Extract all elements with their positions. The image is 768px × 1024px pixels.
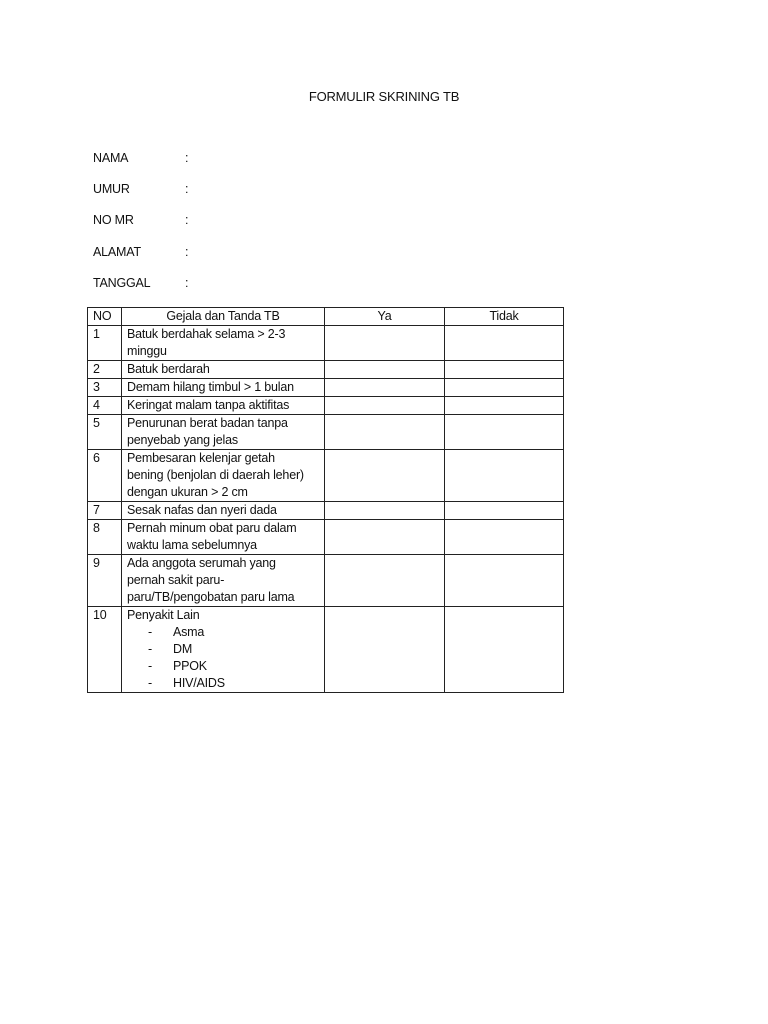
field-colon: : (185, 245, 189, 259)
field-label: ALAMAT (93, 245, 141, 259)
dash-bullet: - (148, 659, 152, 673)
answer-yes-cell[interactable] (325, 379, 445, 397)
field-umur (93, 182, 393, 198)
table-row (88, 502, 564, 520)
symptom-text-line: waktu lama sebelumnya (127, 538, 257, 552)
symptom-text-line: Penyakit Lain (127, 608, 200, 622)
field-label: UMUR (93, 182, 130, 196)
row-number: 3 (88, 379, 122, 397)
sub-item-label: DM (173, 642, 193, 656)
row-number: 7 (88, 502, 122, 520)
symptom-cell (122, 555, 325, 607)
sub-item-label: PPOK (173, 659, 207, 673)
document-title: FORMULIR SKRINING TB (308, 89, 460, 104)
table-row (88, 379, 564, 397)
answer-yes-cell[interactable] (325, 397, 445, 415)
row-number: 8 (88, 520, 122, 555)
symptom-cell (122, 520, 325, 555)
symptom-text-line: Keringat malam tanpa aktifitas (127, 398, 290, 412)
answer-yes-cell[interactable] (325, 555, 445, 607)
sub-item (127, 624, 319, 641)
header-yes: Ya (325, 308, 445, 326)
table-row (88, 607, 564, 693)
symptom-cell (122, 450, 325, 502)
header-no-answer: Tidak (445, 308, 564, 326)
header-no: NO (88, 308, 122, 326)
table-row (88, 555, 564, 607)
answer-no-cell[interactable] (445, 415, 564, 450)
dash-bullet: - (148, 676, 152, 690)
symptom-text-line: Batuk berdarah (127, 362, 210, 376)
row-number: 6 (88, 450, 122, 502)
symptom-cell (122, 415, 325, 450)
symptom-text-line: penyebab yang jelas (127, 433, 238, 447)
row-number: 1 (88, 326, 122, 361)
answer-no-cell[interactable] (445, 450, 564, 502)
symptom-text-line: paru/TB/pengobatan paru lama (127, 590, 295, 604)
row-number: 5 (88, 415, 122, 450)
field-colon: : (185, 213, 189, 227)
field-label: NAMA (93, 151, 129, 165)
symptom-text-line: dengan ukuran > 2 cm (127, 485, 248, 499)
answer-no-cell[interactable] (445, 520, 564, 555)
answer-yes-cell[interactable] (325, 415, 445, 450)
sub-item-list (127, 624, 319, 692)
field-alamat (93, 245, 393, 261)
symptom-text-line: bening (benjolan di daerah leher) (127, 468, 304, 482)
row-number: 2 (88, 361, 122, 379)
symptom-text-line: Penurunan berat badan tanpa (127, 416, 288, 430)
sub-item-label: HIV/AIDS (173, 676, 225, 690)
symptom-text-line: Batuk berdahak selama > 2-3 (127, 327, 286, 341)
answer-no-cell[interactable] (445, 607, 564, 693)
answer-no-cell[interactable] (445, 361, 564, 379)
field-colon: : (185, 182, 189, 196)
sub-item-label: Asma (173, 625, 205, 639)
row-number: 10 (88, 607, 122, 693)
table-row (88, 397, 564, 415)
answer-no-cell[interactable] (445, 502, 564, 520)
answer-no-cell[interactable] (445, 379, 564, 397)
symptom-cell (122, 502, 325, 520)
dash-bullet: - (148, 625, 152, 639)
sub-item (127, 641, 319, 658)
table-row (88, 361, 564, 379)
symptom-cell (122, 607, 325, 693)
field-nama (93, 151, 393, 167)
field-label: NO MR (93, 213, 134, 227)
symptom-text-line: Ada anggota serumah yang (127, 556, 276, 570)
answer-yes-cell[interactable] (325, 520, 445, 555)
symptom-cell (122, 397, 325, 415)
table-row (88, 415, 564, 450)
table-row (88, 450, 564, 502)
sub-item (127, 658, 319, 675)
table-body (88, 326, 564, 693)
symptom-cell (122, 379, 325, 397)
dash-bullet: - (148, 642, 152, 656)
symptom-text-line: pernah sakit paru- (127, 573, 225, 587)
table-row (88, 520, 564, 555)
field-colon: : (185, 276, 189, 290)
row-number: 4 (88, 397, 122, 415)
answer-no-cell[interactable] (445, 397, 564, 415)
sub-item (127, 675, 319, 692)
symptom-text-line: Pernah minum obat paru dalam (127, 521, 297, 535)
symptom-text-line: minggu (127, 344, 167, 358)
table-row (88, 326, 564, 361)
screening-table (87, 307, 564, 693)
row-number: 9 (88, 555, 122, 607)
field-label: TANGGAL (93, 276, 151, 290)
header-symptom: Gejala dan Tanda TB (122, 308, 325, 326)
answer-yes-cell[interactable] (325, 326, 445, 361)
symptom-text-line: Demam hilang timbul > 1 bulan (127, 380, 294, 394)
symptom-text-line: Pembesaran kelenjar getah (127, 451, 275, 465)
field-no-mr (93, 213, 393, 229)
answer-yes-cell[interactable] (325, 450, 445, 502)
table-header-row (88, 308, 564, 326)
field-colon: : (185, 151, 189, 165)
symptom-cell (122, 361, 325, 379)
symptom-text-line: Sesak nafas dan nyeri dada (127, 503, 277, 517)
answer-yes-cell[interactable] (325, 502, 445, 520)
symptom-cell (122, 326, 325, 361)
answer-yes-cell[interactable] (325, 607, 445, 693)
field-tanggal (93, 276, 393, 292)
answer-no-cell[interactable] (445, 326, 564, 361)
answer-no-cell[interactable] (445, 555, 564, 607)
answer-yes-cell[interactable] (325, 361, 445, 379)
